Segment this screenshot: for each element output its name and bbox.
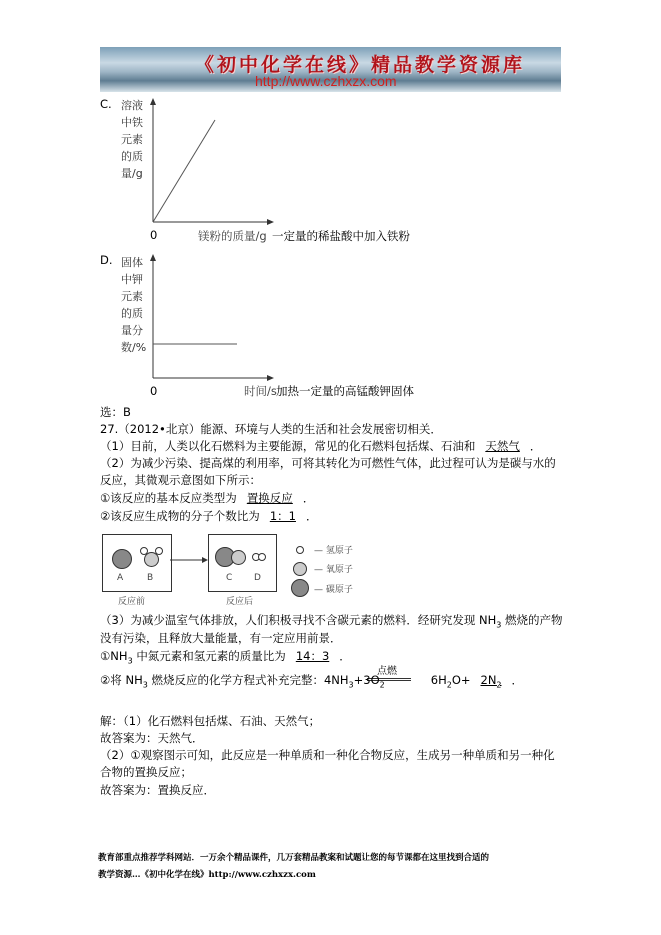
- legend-text: 氢原子: [325, 546, 353, 556]
- data-line: [153, 120, 215, 222]
- text: 中氮元素和氢元素的质量比为: [136, 649, 286, 663]
- text: +3O: [353, 673, 380, 687]
- question-part-2-q2: ②该反应生成物的分子个数比为 1：1 ．: [100, 509, 318, 523]
- y-label-line: 量分: [121, 324, 143, 337]
- question-stem: 27.（2012•北京）能源、环境与人类的生活和社会发展密切相关．: [100, 422, 442, 436]
- y-label-line: 溶液: [121, 99, 143, 112]
- carbon-atom: [112, 549, 132, 569]
- x-axis-label: 镁粉的质量/g: [198, 229, 267, 243]
- y-label-line: 元素: [121, 133, 143, 146]
- graph-c-axes: [140, 95, 280, 230]
- option-label: C.: [100, 97, 112, 111]
- x-arrow-icon: [267, 375, 274, 381]
- x-arrow-icon: [267, 219, 274, 225]
- subscript: 3: [127, 656, 133, 666]
- answer-blank: [471, 673, 512, 690]
- subscript: 3: [348, 680, 354, 690]
- hydrogen-atom: [258, 553, 266, 561]
- answer-line: 选：B: [100, 405, 131, 419]
- graph-caption: 一定量的稀盐酸中加入铁粉: [272, 229, 410, 243]
- banner-title: 《初中化学在线》精品教学资源库: [195, 54, 526, 76]
- solution-line: 故答案为：天然气．: [100, 731, 204, 745]
- text: ②将 NH: [100, 673, 143, 687]
- subscript: 3: [496, 620, 502, 630]
- reaction-condition: 点燃: [377, 666, 397, 677]
- option-label: D.: [100, 253, 113, 267]
- y-label-line: 固体: [121, 256, 143, 269]
- footer-line: 教育部重点推荐学科网站．一万余个精品课件，几万套精品教案和试题让您的每节课都在这里找到合适的: [98, 853, 490, 863]
- y-label-line: 的质: [121, 150, 143, 163]
- footer-line: 教学资源…《初中化学在线》http://www.czhxzx.com: [98, 870, 316, 880]
- label-a: A: [117, 573, 124, 583]
- answer-blank: 置换反应: [246, 491, 293, 505]
- question-part-3-line2: 没有污染，且释放大量能量，有一定应用前景．: [100, 631, 342, 645]
- legend-hydrogen-icon: [296, 546, 304, 554]
- before-box: [102, 534, 172, 592]
- solution-line: （2）①观察图示可知，此反应是一种单质和一种化合物反应，生成另一种单质和另一种化: [100, 748, 555, 762]
- origin-label: 0: [150, 384, 158, 398]
- solution-line: 解：（1）化石燃料包括煤、石油、天然气；: [100, 714, 321, 728]
- legend-carbon-icon: [291, 579, 309, 597]
- legend-text: 碳原子: [325, 585, 353, 595]
- solution-line: 合物的置换反应；: [100, 765, 192, 779]
- answer-blank: 14：3: [295, 649, 330, 663]
- text: 2N: [480, 673, 497, 687]
- question-part-3-q2: ②将 $NH_3$ 燃烧反应的化学方程式补充完整：$4NH_3+3O_2$ $6H_2O+ 2N_2$ ．: [100, 673, 524, 690]
- question-part-2-line1: （2）为减少污染、提高煤的利用率，可将其转化为可燃性气体，此过程可认为是碳与水的: [100, 456, 556, 470]
- banner-url: http://www.czhxzx.com: [255, 73, 397, 89]
- oxygen-atom: [231, 550, 246, 565]
- y-arrow-icon: [150, 254, 156, 261]
- y-arrow-icon: [150, 98, 156, 105]
- before-label: 反应前: [118, 597, 146, 607]
- legend-text: 氧原子: [325, 565, 353, 575]
- hydrogen-atom: [155, 547, 163, 555]
- text: 6H: [430, 673, 447, 687]
- question-part-2-line2: 反应，其微观示意图如下所示：: [100, 473, 261, 487]
- y-label-line: 中钾: [121, 273, 143, 286]
- text: ①NH: [100, 649, 128, 663]
- question-part-3-q1: $①NH_3$ 中氮元素和氢元素的质量比为 14：3 ．: [100, 649, 351, 666]
- answer-blank: 天然气: [485, 439, 520, 453]
- text: 燃烧的产物: [504, 613, 563, 627]
- subscript: 2: [379, 680, 385, 690]
- origin-label: 0: [150, 228, 158, 242]
- graph-caption: 加热一定量的高锰酸钾固体: [276, 384, 414, 398]
- y-label-line: 数/%: [121, 341, 147, 354]
- subscript: 2: [446, 680, 452, 690]
- subscript: 3: [142, 680, 148, 690]
- arrow-icon: [170, 555, 210, 565]
- label-c: C: [226, 573, 233, 583]
- text: （3）为减少温室气体排放，人们积极寻找不含碳元素的燃料．经研究发现 NH: [100, 613, 497, 627]
- text: 燃烧反应的化学方程式补充完整：4NH: [151, 673, 349, 687]
- after-box: [208, 534, 277, 592]
- graph-d-axes: [140, 251, 280, 386]
- question-part-1: （1）目前，人类以化石燃料为主要能源，常见的化石燃料包括煤、石油和 天然气 ．: [100, 439, 542, 453]
- text: （1）目前，人类以化石燃料为主要能源，常见的化石燃料包括煤、石油和: [100, 439, 476, 453]
- text: ②该反应生成物的分子个数比为: [100, 509, 260, 523]
- y-label-line: 中铁: [121, 116, 143, 129]
- label-d: D: [254, 573, 261, 583]
- legend-hydrogen: — 氢原子: [314, 546, 353, 556]
- y-label-line: 量/g: [121, 167, 143, 180]
- after-label: 反应后: [226, 597, 254, 607]
- label-b: B: [147, 573, 154, 583]
- hydrogen-atom: [140, 547, 148, 555]
- legend-oxygen: — 氧原子: [314, 565, 353, 575]
- legend-oxygen-icon: [293, 562, 307, 576]
- solution-line: 故答案为：置换反应．: [100, 783, 215, 797]
- y-label-line: 元素: [121, 290, 143, 303]
- text: O+: [451, 673, 471, 687]
- y-label-line: 的质: [121, 307, 143, 320]
- question-part-2-q1: ①该反应的基本反应类型为 置换反应 ．: [100, 491, 315, 505]
- x-axis-label: 时间/s: [244, 384, 277, 398]
- text: ①该反应的基本反应类型为: [100, 491, 237, 505]
- answer-blank: 1：1: [269, 509, 296, 523]
- site-banner: [100, 47, 561, 92]
- legend-carbon: — 碳原子: [314, 585, 353, 595]
- subscript: 2: [496, 680, 502, 690]
